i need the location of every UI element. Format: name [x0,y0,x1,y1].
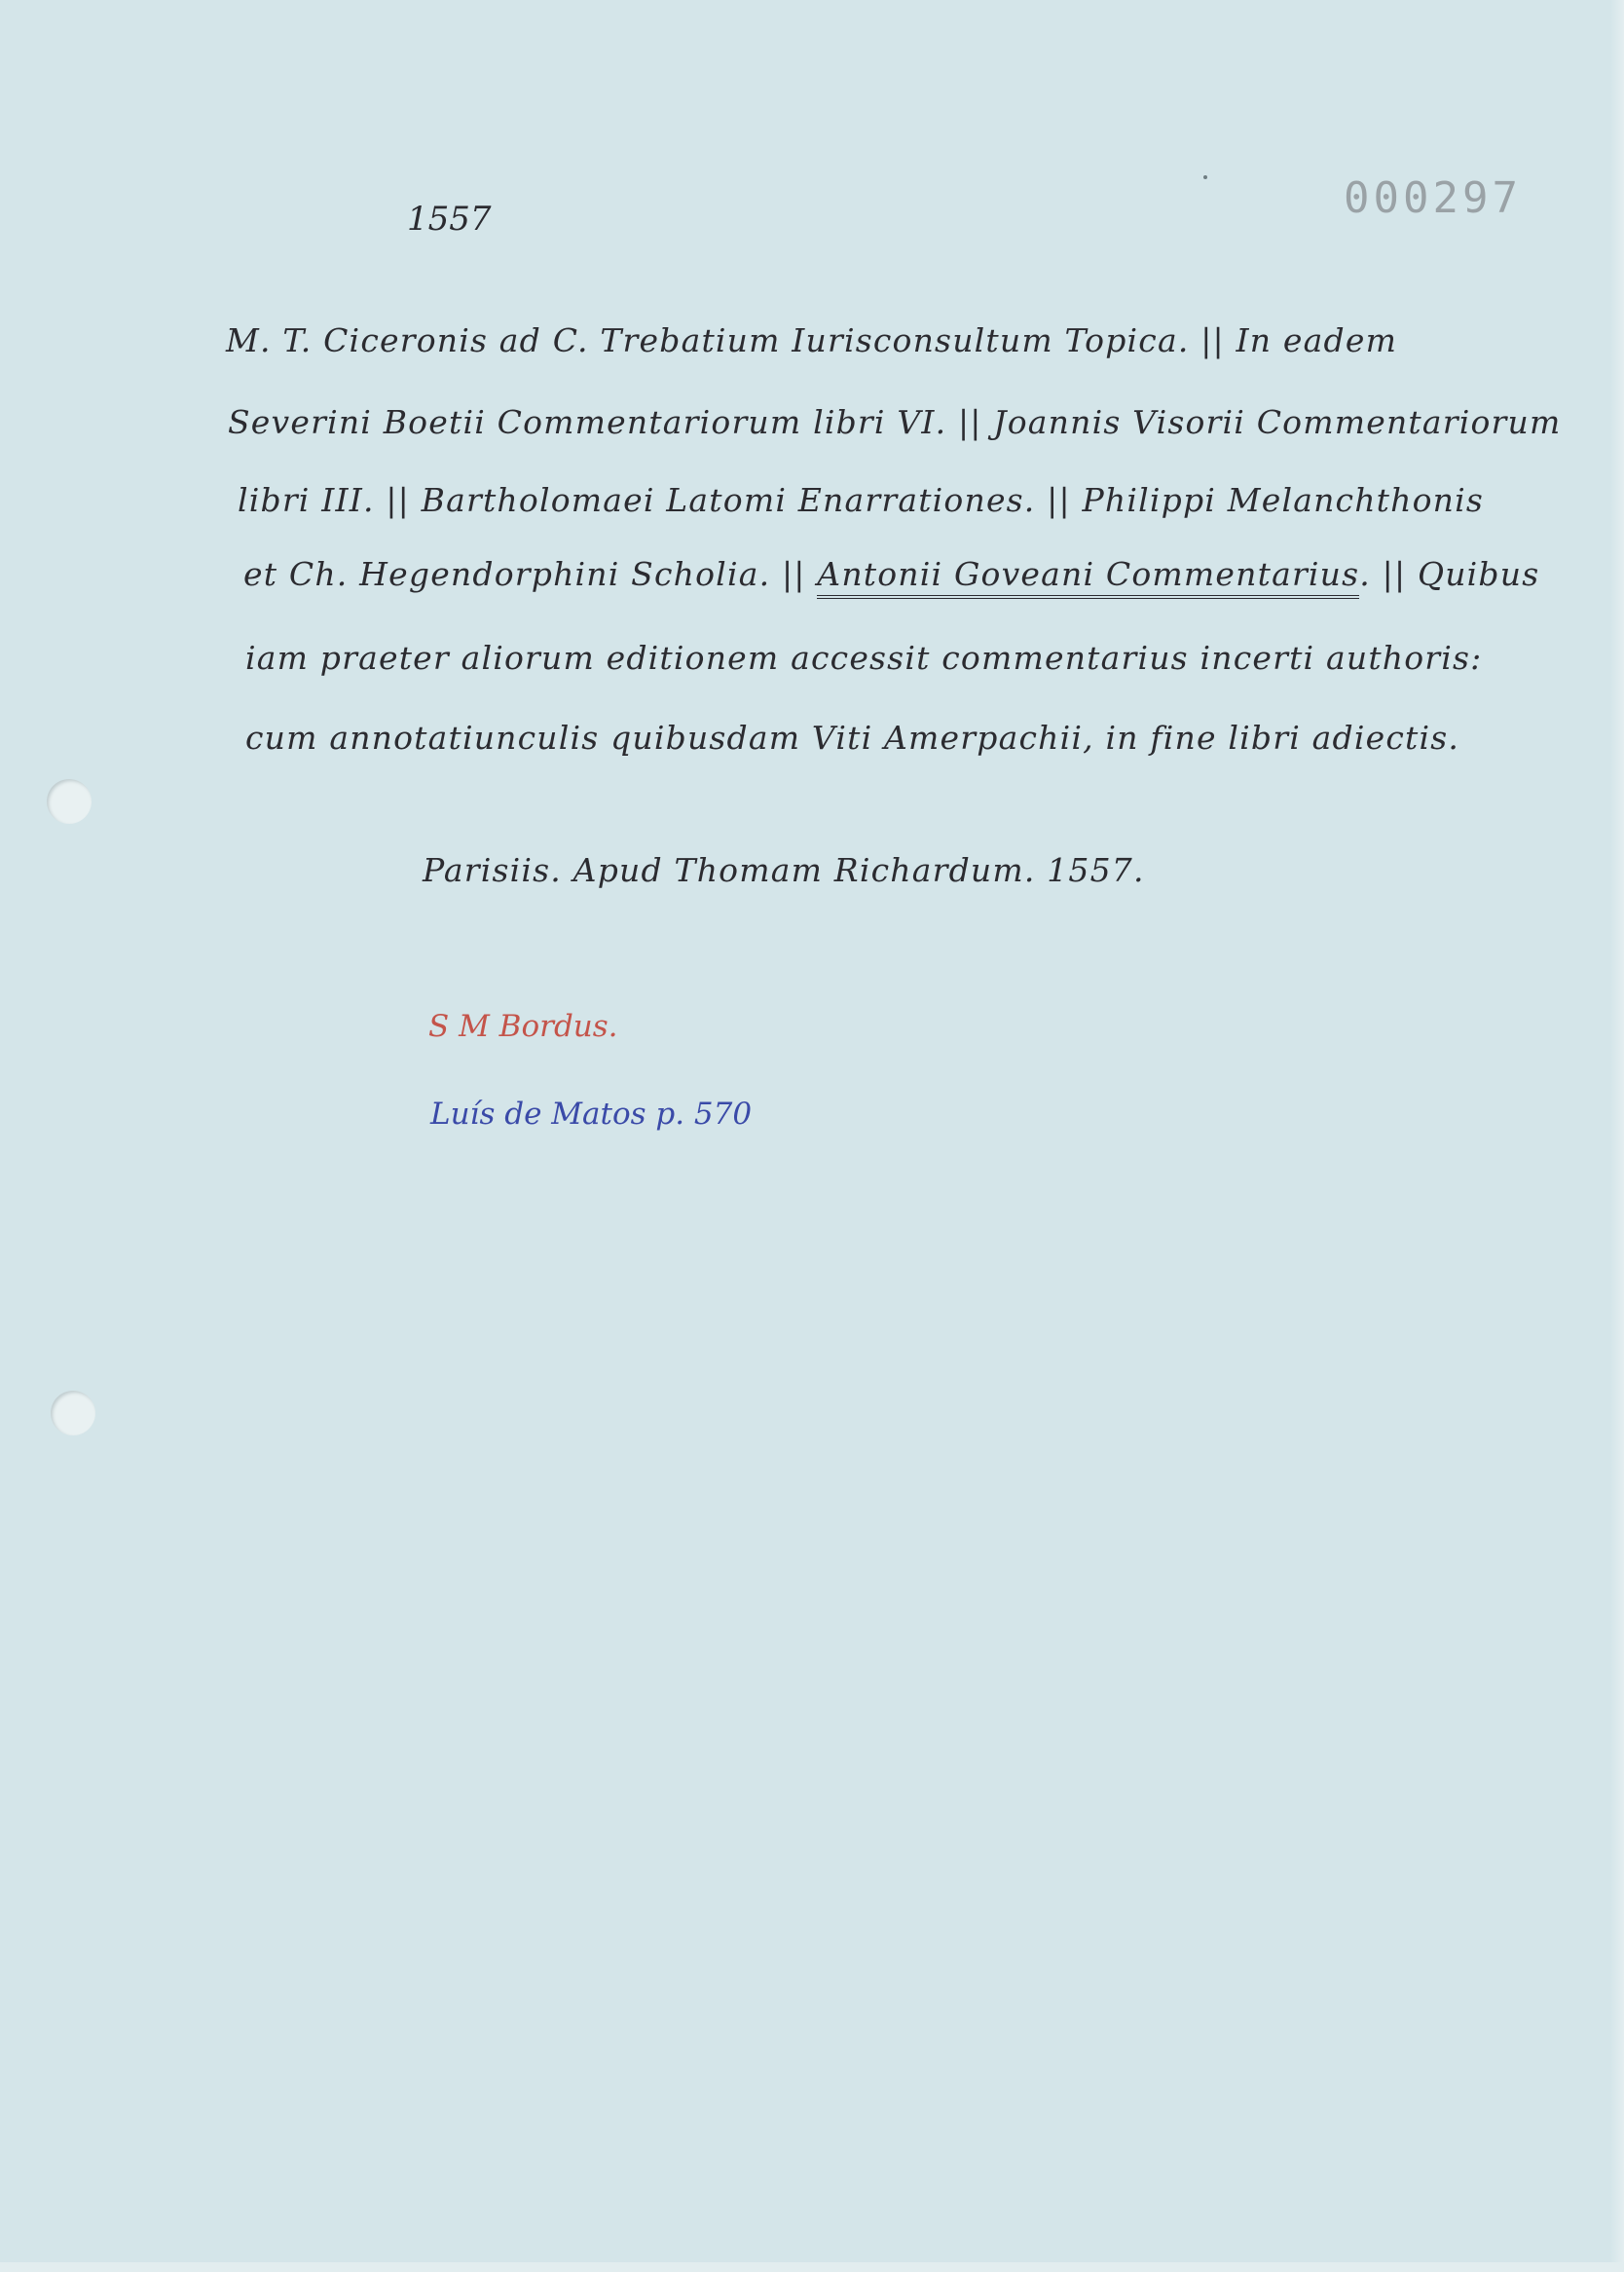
reference-note-blue: Luís de Matos p. 570 [430,1097,753,1132]
title-line-text: Severini Boetii Commentariorum libri VI. || Joannis Visorii Commentariorum [228,403,1562,441]
location-note-red: S M Bordus. [428,1009,618,1044]
card-right-edge [1610,0,1624,2272]
title-line-1 [226,321,1397,359]
card-year: 1557 [407,200,492,239]
imprint: Parisiis. Apud Thomam Richardum. 1557. [423,851,1145,889]
underlined-author-title: Antonii Goveani Commentarius [817,555,1359,599]
title-line-text: et Ch. Hegendorphini Scholia. || [243,555,818,593]
ink-speck [1203,175,1207,179]
card-bottom-edge [0,2262,1624,2272]
stamp-number: 000297 [1344,173,1522,223]
title-line-3 [238,481,1484,519]
title-line-text: iam praeter aliorum editionem accessit commentarius incerti authoris: [245,639,1483,677]
title-line-text: M. T. Ciceronis ad C. Trebatium Iurisconsultum Topica. || In eadem [226,321,1398,359]
title-line-2 [228,403,1561,441]
title-line-text: libri III. || Bartholomaei Latomi Enarrationes. || Philippi Melanchthonis [238,481,1484,519]
title-line-4 [243,555,1539,593]
title-line-6 [245,719,1459,757]
title-line-text: . || Quibus [1359,555,1540,593]
title-line-5 [245,639,1482,677]
title-line-text: cum annotatiunculis quibusdam Viti Amerpachii, in fine libri adiectis. [245,719,1460,757]
punch-hole-bottom [51,1391,95,1435]
punch-hole-top [47,779,92,824]
